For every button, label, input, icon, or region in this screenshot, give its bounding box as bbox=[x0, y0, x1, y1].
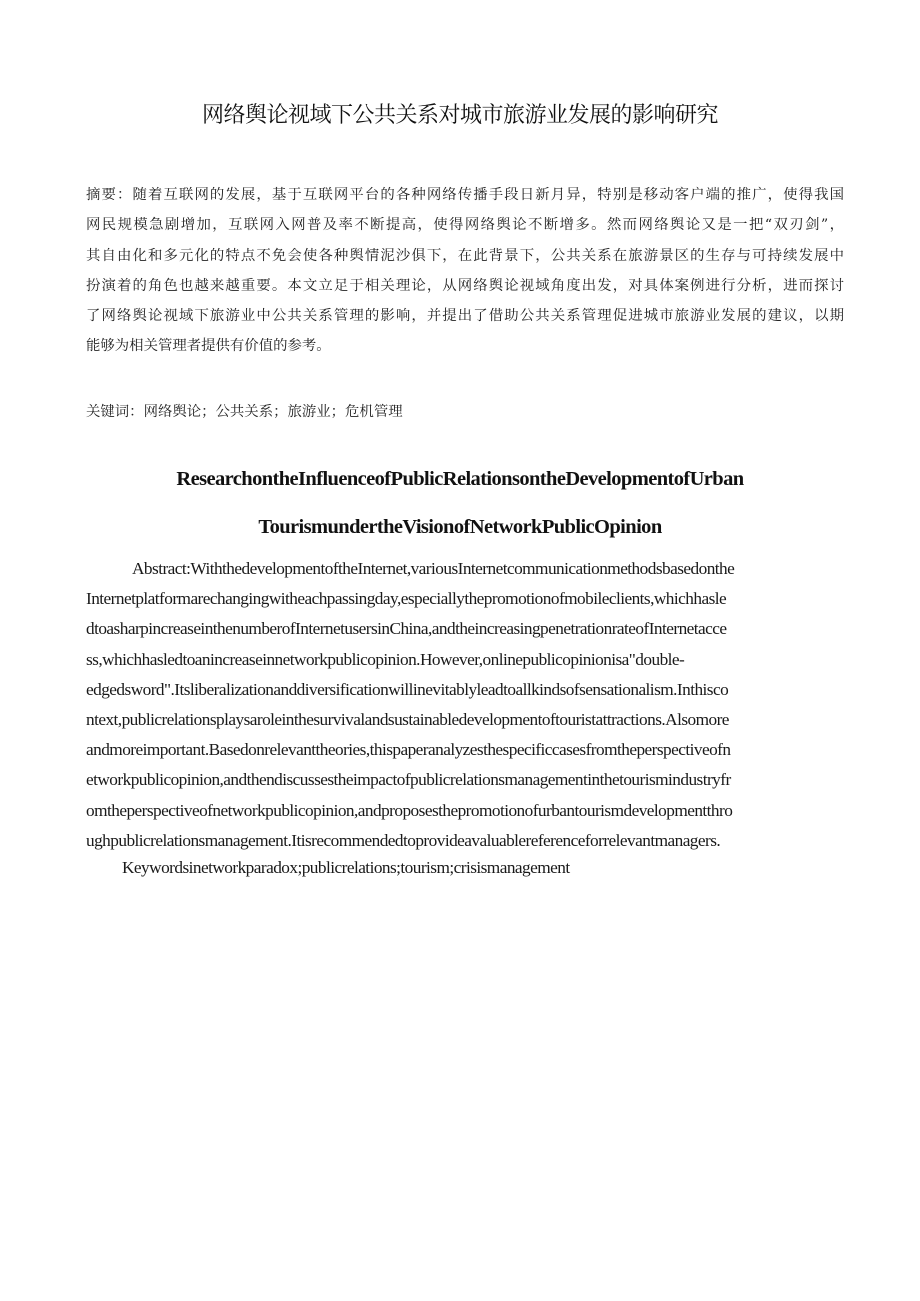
english-title-line-2: TourismundertheVisionofNetworkPublicOpinion bbox=[258, 516, 662, 538]
english-abstract-line: Abstract:WiththedevelopmentoftheInternet,variousInternetcommunicationmethodsbasedonthe bbox=[132, 559, 735, 578]
chinese-abstract-line: 能够为相关管理者提供有价值的参考。 bbox=[86, 338, 331, 355]
chinese-abstract-line: 摘要：随着互联网的发展，基于互联网平台的各种网络传播手段日新月异，特别是移动客户端的推广，使得我国 bbox=[86, 187, 844, 203]
chinese-abstract-line: 其自由化和多元化的特点不免会使各种舆情泥沙俱下，在此背景下，公共关系在旅游景区的生存与可持续发展中 bbox=[86, 247, 844, 264]
chinese-abstract bbox=[86, 180, 844, 362]
english-abstract-line: Internetplatformarechangingwitheachpassingday,especiallythepromotionofmobileclients,whichhasle bbox=[86, 589, 727, 609]
english-abstract-line: edgedsword".Itsliberalizationanddiversificationwillinevitablyleadtoallkindsofsensationalism.Inthisco bbox=[86, 679, 729, 699]
english-abstract-line: ughpublicrelationsmanagement.Itisrecommendedtoprovideavaluablereferenceforrelevantmanagers. bbox=[86, 830, 721, 850]
english-abstract-line: etworkpublicopinion,andthendiscussestheimpactofpublicrelationsmanagementinthetourismindustryfr bbox=[86, 770, 731, 790]
chinese-abstract-line: 了网络舆论视域下旅游业中公共关系管理的影响，并提出了借助公共关系管理促进城市旅游业发展的建议，以期 bbox=[86, 308, 844, 325]
english-abstract bbox=[86, 554, 834, 856]
chinese-abstract-line: 扮演着的角色也越来越重要。本文立足于相关理论，从网络舆论视域角度出发，对具体案例进行分析，进而探讨 bbox=[86, 277, 844, 294]
english-title-line-1: ResearchontheInfluenceofPublicRelationsontheDevelopmentofUrban bbox=[176, 468, 744, 490]
english-abstract-line: ntext,publicrelationsplaysaroleinthesurvivalandsustainabledevelopmentoftouristattractions.Alsomore bbox=[86, 709, 729, 729]
chinese-keywords: 关键词：网络舆论；公共关系；旅游业；危机管理 bbox=[86, 404, 403, 420]
english-abstract-line: ss,whichhasledtoanincreaseinnetworkpublicopinion.However,onlinepublicopinionisa"double- bbox=[86, 649, 685, 669]
english-abstract-line: andmoreimportant.Basedonrelevanttheories,thispaperanalyzesthespecificcasesfromtheperspectiveofn bbox=[86, 740, 731, 760]
english-keywords: Keywordsinetworkparadox;publicrelations;tourism;crisismanagement bbox=[122, 858, 570, 877]
chinese-abstract-line: 网民规模急剧增加，互联网入网普及率不断提高，使得网络舆论不断增多。然而网络舆论又是一把“双刃剑”， bbox=[86, 217, 844, 234]
chinese-title: 网络舆论视域下公共关系对城市旅游业发展的影响研究 bbox=[201, 103, 718, 128]
english-abstract-line: omtheperspectiveofnetworkpublicopinion,andproposesthepromotionofurbantourismdevelopmentthro bbox=[86, 800, 733, 820]
english-abstract-line: dtoasharpincreaseinthenumberofInternetusersinChina,andtheincreasingpenetrationrateofInternetacce bbox=[86, 619, 727, 639]
